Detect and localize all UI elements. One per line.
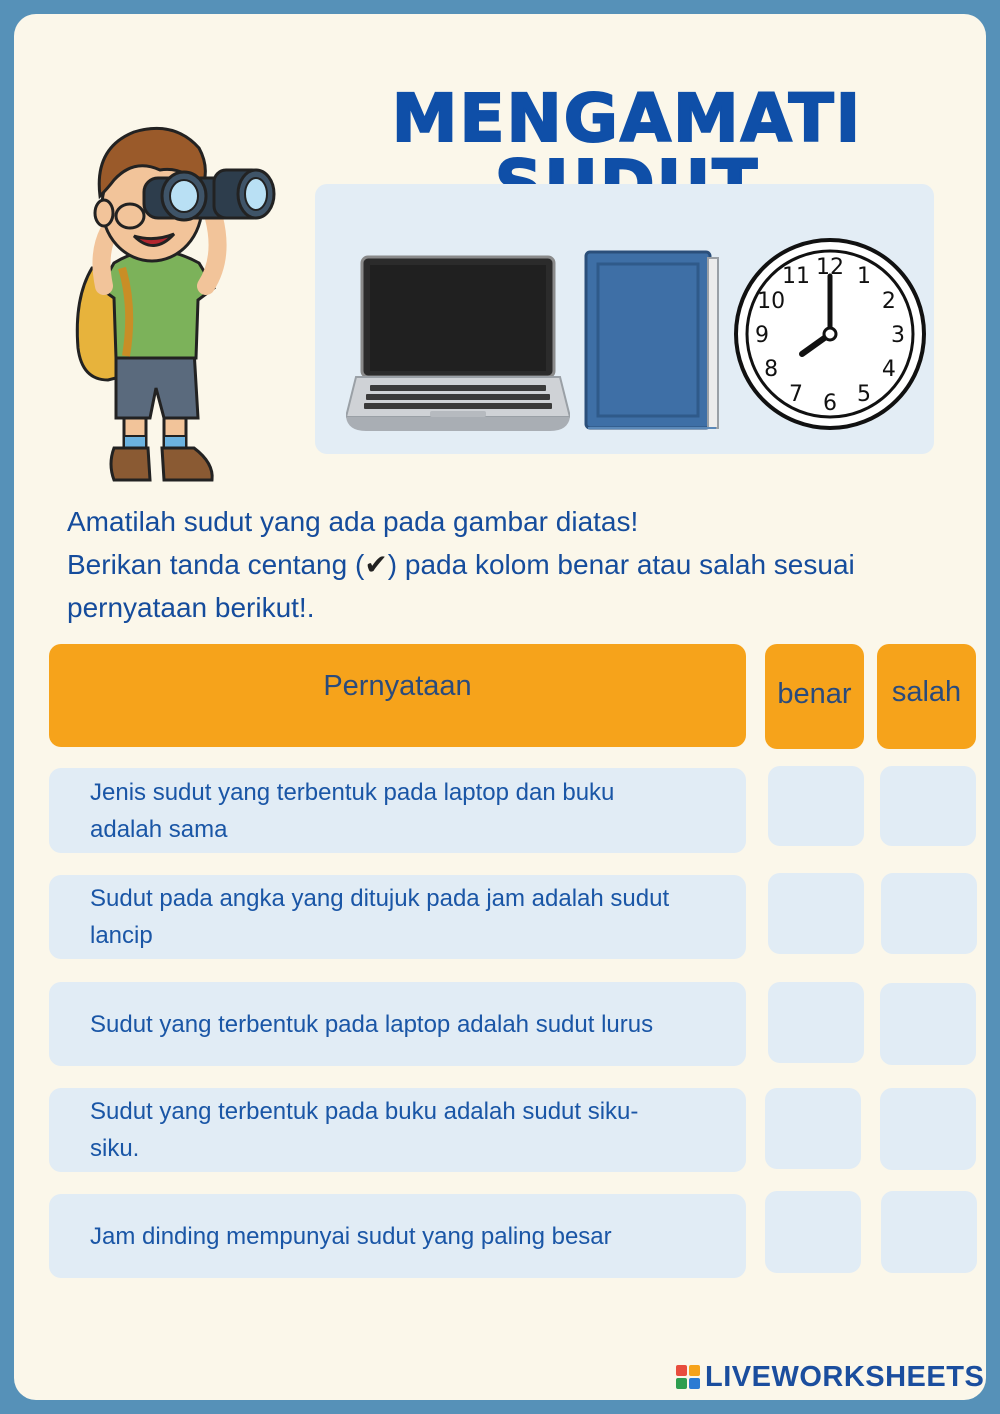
boy-with-binoculars-illustration xyxy=(64,118,284,493)
statement-row-4 xyxy=(49,1088,746,1172)
answer-false-4[interactable] xyxy=(880,1088,976,1170)
clock-number: 2 xyxy=(881,289,896,314)
instructions xyxy=(67,500,967,629)
liveworksheets-logo[interactable] xyxy=(676,1360,984,1394)
statement-text: Jam dinding mempunyai sudut yang paling besar xyxy=(90,1222,612,1250)
page-title: MENGAMATI xyxy=(391,80,863,157)
clock-number: 6 xyxy=(823,391,837,416)
answer-false-1[interactable] xyxy=(880,766,976,846)
answer-true-1[interactable] xyxy=(768,766,864,846)
answer-false-3[interactable] xyxy=(880,983,976,1065)
instruction-line-1: Amatilah sudut yang ada pada gambar diatas! xyxy=(67,506,639,537)
check-mark-icon: ✔ xyxy=(364,549,388,580)
answer-false-5[interactable] xyxy=(881,1191,977,1273)
logo-square xyxy=(689,1365,700,1376)
instruction-line-2 xyxy=(67,543,967,586)
statement-row-1 xyxy=(49,768,746,853)
book-image xyxy=(584,250,720,432)
clock-number: 8 xyxy=(764,357,779,382)
answer-true-4[interactable] xyxy=(765,1088,861,1169)
statement-text: Sudut yang terbentuk pada laptop adalah sudut lurus xyxy=(90,1010,654,1038)
header-false: salah xyxy=(877,644,976,749)
clock-number: 9 xyxy=(755,323,769,348)
clock-number: 12 xyxy=(816,255,844,280)
clock-number: 11 xyxy=(782,264,810,290)
statement-text: Jenis sudut yang terbentuk pada laptop dan buku adalah sama xyxy=(90,778,615,843)
header-true: benar xyxy=(765,644,864,749)
logo-square xyxy=(689,1378,700,1389)
answer-true-3[interactable] xyxy=(768,982,864,1063)
statement-row-3 xyxy=(49,982,746,1066)
wall-clock-image xyxy=(732,236,928,432)
instruction-text: Berikan tanda centang ( xyxy=(67,549,365,580)
laptop-image xyxy=(346,255,570,433)
instruction-line-3: pernyataan berikut!. xyxy=(67,592,315,623)
answer-true-2[interactable] xyxy=(768,873,864,954)
logo-square xyxy=(676,1378,687,1389)
statement-text: Sudut yang terbentuk pada buku adalah sudut siku-siku. xyxy=(90,1098,639,1162)
clock-number: 1 xyxy=(857,264,871,290)
answer-true-5[interactable] xyxy=(765,1191,861,1273)
liveworksheets-logo-icon xyxy=(676,1365,700,1389)
statement-text: Sudut pada angka yang ditujuk pada jam adalah sudut lancip xyxy=(90,885,670,949)
statement-row-5 xyxy=(49,1194,746,1278)
brand-text: LIVEWORKSHEETS xyxy=(705,1360,985,1393)
answer-false-2[interactable] xyxy=(881,873,977,954)
logo-square xyxy=(676,1365,687,1376)
clock-number: 10 xyxy=(757,289,786,314)
instruction-text: ) pada kolom benar atau salah sesuai xyxy=(387,549,855,580)
clock-number: 3 xyxy=(891,323,905,348)
clock-number: 7 xyxy=(789,381,803,407)
statement-row-2 xyxy=(49,875,746,959)
clock-number: 5 xyxy=(857,381,871,407)
header-statement: Pernyataan xyxy=(49,644,746,747)
clock-number: 4 xyxy=(881,357,896,382)
